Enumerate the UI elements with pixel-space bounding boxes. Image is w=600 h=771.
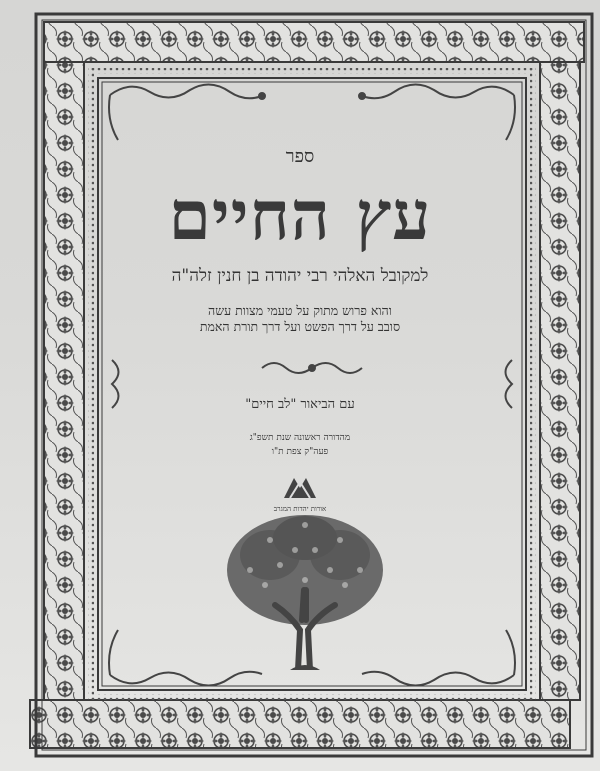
- edition-line-1: מהדורה ראשונה שנת תשפ"ג: [249, 433, 351, 443]
- description-line-1: והוא פרוש מתוק על טעמי מצוות עשה: [208, 303, 392, 318]
- author-line: למקובל האלהי רבי יהודה בן חנין זלה"ה: [171, 266, 429, 286]
- commentary-line: עם הביאור "לב חיים": [245, 397, 355, 412]
- publisher-name: אורות יהדות המגרב: [273, 505, 327, 513]
- flourish-ornament-icon: [262, 363, 362, 373]
- page-title: עץ החיים: [168, 176, 432, 256]
- description-line-2: סובב על דרך הפשט ועל דרך תורת האמת: [199, 319, 401, 334]
- label-sefer: ספר: [285, 146, 315, 167]
- publisher-logo-icon: [280, 470, 320, 502]
- edition-line-2: פעה"ק צפת ת"ו: [271, 447, 329, 457]
- tree-illustration-icon: [220, 510, 390, 670]
